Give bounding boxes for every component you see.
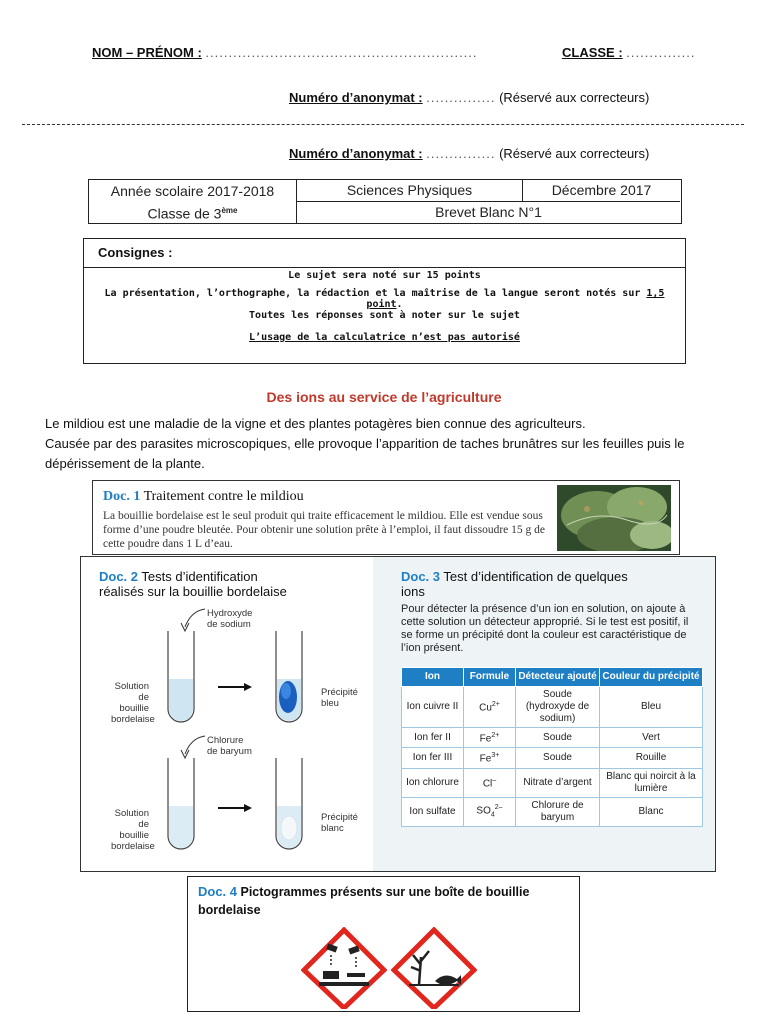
header-ion: Ion [402,668,464,687]
cell-detector: Chlorure de baryum [516,797,600,826]
instructions-title: Consignes : [98,245,173,260]
doc2-label: Doc. 2 [99,569,139,584]
doc2-title-line1: Tests d’identification [141,569,258,584]
cell-detector: Soude [516,728,600,748]
anonymity-note: (Réservé aux correcteurs) [499,146,650,161]
doc4-title-line2: bordelaise [198,903,261,917]
precipitate-blue-label: Précipité bleu [321,687,358,709]
cell-formula: Cl– [464,768,516,797]
name-line [92,45,478,60]
anonymity-line-bottom [289,146,649,161]
name-field[interactable]: ........................................................... [205,45,478,60]
class-line [562,45,695,60]
doc3-panel [373,557,715,871]
doc1-label: Doc. 1 [103,489,141,504]
cell-formula: $Cu^{2+}$ [464,687,516,728]
doc2-heading [99,569,287,599]
cell-detector: Soude (hydroxyde de sodium) [516,687,600,728]
cut-line [22,124,744,125]
doc2-title-line2: réalisés sur la bouillie bordelaise [99,584,287,599]
cell-ion: Ion fer II [402,728,464,748]
header-precipitate-color: Couleur du précipité [600,668,703,687]
environment-hazard-pictogram-icon [391,927,477,1009]
anonymity-field[interactable]: ............... [426,146,496,161]
cell-formula: $Fe^{3+}$ [464,748,516,768]
table-row [402,797,703,826]
cell-color: Blanc [600,797,703,826]
cell-ion: Ion cuivre II [402,687,464,728]
reagent1-label: Hydroxyde de sodium [207,608,253,630]
instruction-grading: Le sujet sera noté sur 15 points [288,270,481,281]
cell-color: Blanc qui noircit à la lumière [600,768,703,797]
cell-color: Bleu [600,687,703,728]
header-formula: Formule [464,668,516,687]
exam-info-table [88,179,682,224]
cell-color: Rouille [600,748,703,768]
table-row [402,687,703,728]
cell-ion: Ion sulfate [402,797,464,826]
anonymity-label: Numéro d’anonymat : [289,146,423,161]
doc4-title-line1: Pictogrammes présents sur une boîte de bouillie [240,885,530,899]
main-title: Des ions au service de l’agriculture [266,389,502,405]
doc3-label: Doc. 3 [401,569,441,584]
solution1-label: Solution de bouillie bordelaise [111,681,155,725]
date-cell: Décembre 2017 [523,180,680,202]
anonymity-line-top [289,90,649,105]
doc4-box [187,876,580,1012]
ion-test-table [401,667,703,827]
class-label: CLASSE : [562,45,623,60]
exam-cell: Brevet Blanc N°1 [435,204,542,220]
solution2-label: Solution de bouillie bordelaise [111,808,155,852]
doc3-heading [401,569,628,599]
cell-detector: Nitrate d’argent [516,768,600,797]
school-year: Année scolaire 2017-2018 [110,183,275,199]
doc4-heading [198,883,568,919]
anonymity-field[interactable]: ............... [426,90,496,105]
table-row [402,768,703,797]
instructions-divider [84,267,685,268]
cell-color: Vert [600,728,703,748]
precipitate-white-label: Précipité blanc [321,812,358,834]
doc1-text: La bouillie bordelaise est le seul produit qui traite efficacement le mildiou. Elle est vendue sous forme d’une poudre bleutée. Pour obtenir une solution prête à l’emploi, il faut dissoudre 15 g de cette poudre dans 1 L d’eau. [103,510,545,550]
anonymity-note: (Réservé aux correcteurs) [499,90,650,105]
intro-text [45,414,745,474]
doc1-box [92,480,680,555]
anonymity-label: Numéro d’anonymat : [289,90,423,105]
intro-paragraph-2: Causée par des parasites microscopiques, elle provoque l’apparition de taches brunâtres sur les feuilles puis le dépérissement de la plante. [45,436,685,471]
cell-formula: $SO_4^{2-}$ [464,797,516,826]
class-level: Classe de 3ème [147,205,238,222]
table-row [402,728,703,748]
doc1-title: Traitement contre le mildiou [143,489,304,504]
instruction-presentation: La présentation, l’orthographe, la rédaction et la maîtrise de la langue seront notés sur 1,5 point. [104,288,665,310]
instruction-calculator: L’usage de la calculatrice n’est pas autorisé [249,332,520,343]
corrosive-pictogram-icon [301,927,387,1009]
doc1-heading [103,489,304,505]
cell-detector: Soude [516,748,600,768]
name-label: NOM – PRÉNOM : [92,45,202,60]
doc3-title-line1: Test d’identification de quelques [443,569,628,584]
doc2-panel [81,557,373,871]
doc3-title-line2: ions [401,584,425,599]
table-header-row [402,668,703,687]
doc4-label: Doc. 4 [198,884,238,899]
table-row [402,748,703,768]
cell-ion: Ion fer III [402,748,464,768]
cell-formula: $Fe^{2+}$ [464,728,516,748]
cell-ion: Ion chlorure [402,768,464,797]
doc3-text: Pour détecter la présence d’un ion en solution, on ajoute à cette solution un détecteur approprié. Si le test est positif, il se forme un précipité dont la couleur est caractéristique de l’ion présent. [401,603,689,654]
instruction-answers: Toutes les réponses sont à noter sur le sujet [249,310,520,321]
header-detector: Détecteur ajouté [516,668,600,687]
year-class-cell [89,180,297,223]
doc2-doc3-box [80,556,716,872]
intro-paragraph-1: Le mildiou est une maladie de la vigne et des plantes potagères bien connue des agriculteurs. [45,416,586,431]
instructions-box [83,238,686,364]
class-field[interactable]: ............... [626,45,696,60]
reagent2-label: Chlorure de baryum [207,735,252,757]
subject-cell: Sciences Physiques [297,180,523,202]
mildiou-leaf-photo [557,485,671,551]
